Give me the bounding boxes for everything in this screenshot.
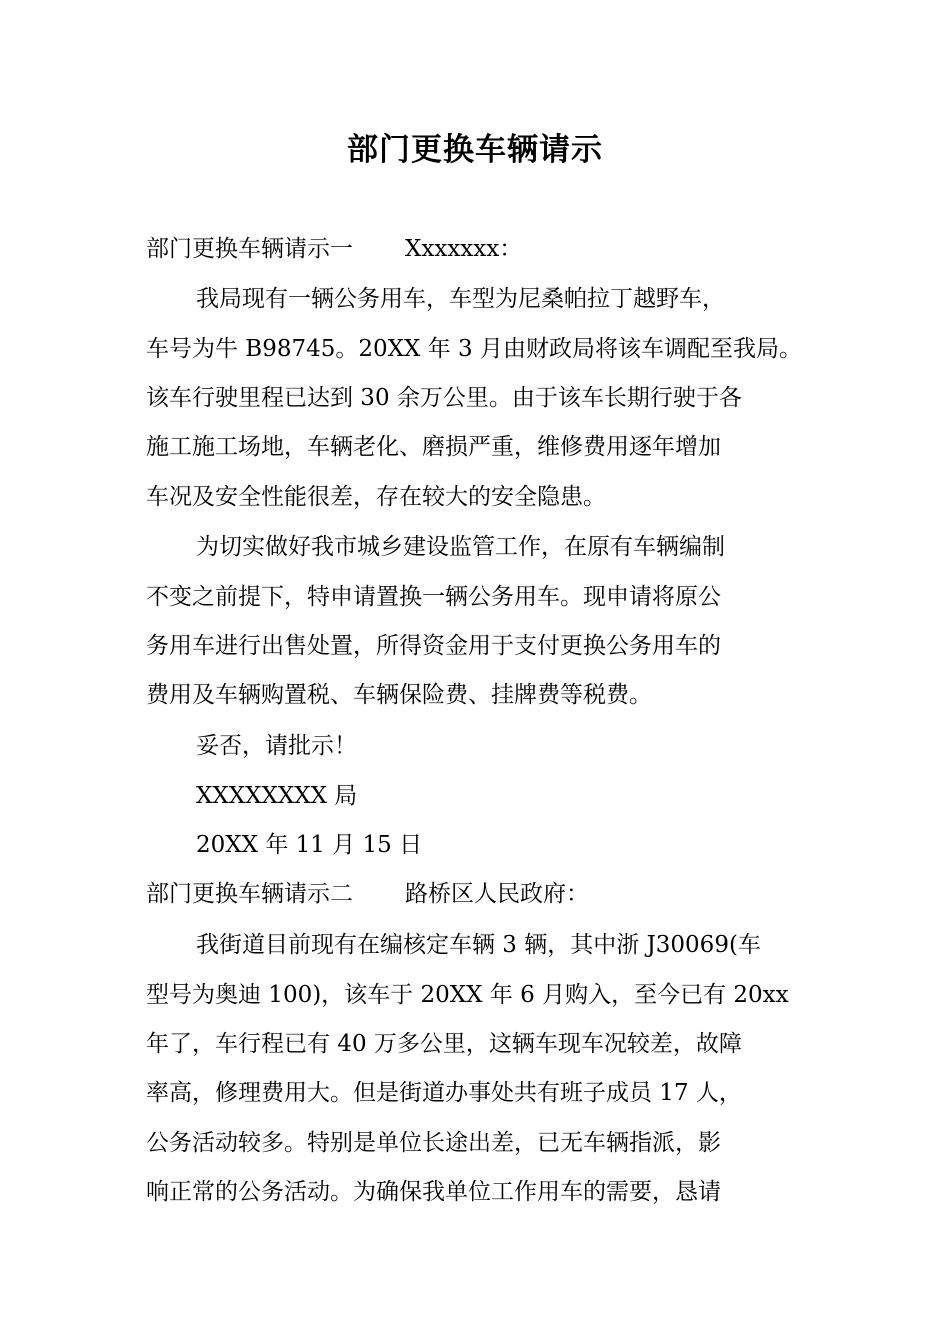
paragraph-line: 我局现有一辆公务用车，车型为尼桑帕拉丁越野车， (196, 286, 725, 312)
section1-heading: 部门更换车辆请示一 (146, 236, 353, 262)
paragraph-line: 型号为奥迪 100)，该车于 20XX 年 6 月购入，至今已有 20xx (146, 982, 789, 1008)
paragraph-line: 我街道目前现有在编核定车辆 3 辆，其中浙 J30069(车 (196, 932, 761, 958)
paragraph-line: 车号为牛 B98745。20XX 年 3 月由财政局将该车调配至我局。 (146, 336, 802, 362)
paragraph-line: 响正常的公务活动。为确保我单位工作用车的需要，恳请 (146, 1179, 721, 1205)
paragraph-line: 公务活动较多。特别是单位长途出差，已无车辆指派，影 (146, 1130, 721, 1156)
section1-addressee: Xxxxxxx： (405, 236, 523, 262)
closing-request: 妥否，请批示！ (196, 733, 357, 759)
document-title: 部门更换车辆请示 (347, 132, 603, 168)
paragraph-line: 务用车进行出售处置，所得资金用于支付更换公务用车的 (146, 633, 721, 659)
paragraph-line: 不变之前提下，特申请置换一辆公务用车。现申请将原公 (146, 584, 721, 610)
signature-bureau: XXXXXXXX 局 (196, 783, 358, 809)
signature-date: 20XX 年 11 月 15 日 (196, 832, 423, 858)
paragraph-line: 该车行驶里程已达到 30 余万公里。由于该车长期行驶于各 (146, 385, 742, 411)
section2-heading: 部门更换车辆请示二 (146, 881, 353, 907)
paragraph-line: 年了，车行程已有 40 万多公里，这辆车现车况较差，故障 (146, 1031, 742, 1057)
section1-heading-line (146, 232, 522, 266)
section2-heading-line (146, 877, 589, 911)
paragraph-line: 施工施工场地，车辆老化、磨损严重，维修费用逐年增加 (146, 434, 721, 460)
paragraph-line: 费用及车辆购置税、车辆保险费、挂牌费等税费。 (146, 682, 652, 708)
section2-addressee: 路桥区人民政府： (405, 881, 589, 907)
paragraph-line: 为切实做好我市城乡建设监管工作，在原有车辆编制 (196, 534, 725, 560)
paragraph-line: 车况及安全性能很差，存在较大的安全隐患。 (146, 484, 606, 510)
paragraph-line: 率高，修理费用大。但是街道办事处共有班子成员 17 人， (146, 1080, 742, 1106)
